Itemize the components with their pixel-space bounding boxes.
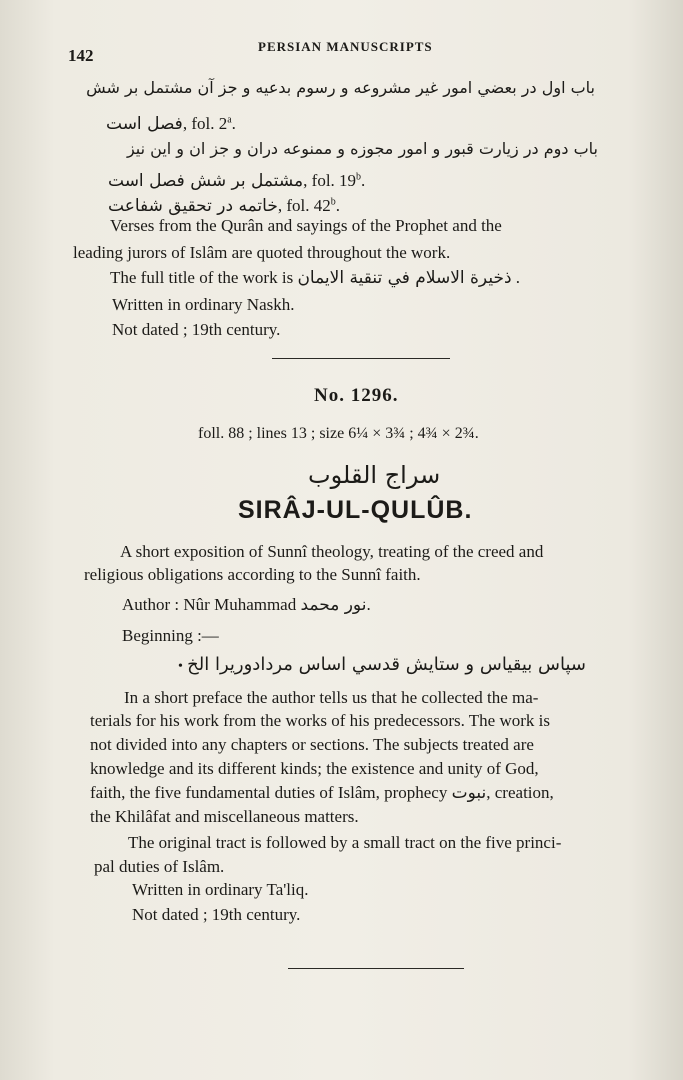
author-prefix: Author : Nûr Muhammad bbox=[122, 595, 297, 614]
chapter-2-folio-sup: b bbox=[356, 171, 362, 183]
paragraph-line-5-b: , creation, bbox=[486, 783, 554, 802]
author-line: Author : Nûr Muhammad نور محمد. bbox=[122, 595, 371, 615]
chapter-2-folio: fol. 19 bbox=[311, 171, 357, 190]
paragraph-line-7: The original tract is followed by a small tract on the five princi- bbox=[128, 833, 562, 852]
bullet-icon: • bbox=[178, 659, 183, 674]
paragraph-line-4: knowledge and its different kinds; the existence and unity of God, bbox=[90, 759, 539, 778]
paragraph-line-6: the Khilâfat and miscellaneous matters. bbox=[90, 807, 359, 826]
page-number: 142 bbox=[68, 46, 94, 65]
verses-line-1: Verses from the Qurân and sayings of the Prophet and the bbox=[110, 216, 502, 235]
description-line-1: A short exposition of Sunnî theology, treating of the creed and bbox=[120, 542, 544, 561]
paragraph-line-5-arabic: نبوت bbox=[451, 783, 487, 803]
chapter-3-arabic: خاتمه در تحقيق شفاعت bbox=[108, 196, 278, 216]
written-line-top: Written in ordinary Naskh. bbox=[112, 295, 295, 314]
chapter-2-line-2: مشتمل بر شش فصل است, fol. 19$^b$. bbox=[108, 171, 366, 191]
verses-line-2: leading jurors of Islâm are quoted throughout the work. bbox=[73, 243, 451, 262]
paragraph-line-3: not divided into any chapters or sections. The subjects treated are bbox=[90, 735, 534, 754]
chapter-3-folio: fol. 42 bbox=[286, 196, 331, 215]
chapter-1-line-2: فصل است, fol. 2$^a$. bbox=[106, 114, 236, 134]
section-divider-top bbox=[272, 358, 450, 359]
description-line-2: religious obligations according to the Sunnî faith. bbox=[84, 565, 421, 584]
author-arabic: نور محمد bbox=[300, 595, 367, 615]
chapter-1-arabic-line-1: باب اول در بعضي امور غير مشروعه و رسوم بدعيه و جز آن مشتمل بر شش bbox=[86, 78, 595, 97]
full-title-line: The full title of the work is ذخيرة الاسلام في تنقية الايمان . bbox=[110, 268, 521, 288]
beginning-label: Beginning :— bbox=[122, 626, 219, 645]
full-title-arabic: ذخيرة الاسلام في تنقية الايمان bbox=[297, 268, 512, 288]
paragraph-line-1: In a short preface the author tells us that he collected the ma- bbox=[124, 688, 539, 707]
written-line-entry: Written in ordinary Ta'liq. bbox=[132, 880, 309, 899]
not-dated-line-top: Not dated ; 19th century. bbox=[112, 320, 281, 339]
beginning-line bbox=[178, 654, 586, 675]
paragraph-line-8: pal duties of Islâm. bbox=[94, 857, 225, 876]
chapter-3-line: خاتمه در تحقيق شفاعت, fol. 42$^b$. bbox=[108, 196, 340, 216]
chapter-2-arabic-line-1: باب دوم در زيارت قبور و امور مجوزه و ممنوعه دران و جز ان و اين نيز bbox=[126, 139, 598, 158]
section-divider-bottom bbox=[288, 968, 464, 969]
chapter-1-folio: fol. 2 bbox=[191, 114, 228, 133]
chapter-1-folio-sup: a bbox=[227, 114, 232, 126]
paragraph-line-5-a: faith, the five fundamental duties of Islâm, prophecy bbox=[90, 783, 448, 802]
not-dated-line-entry: Not dated ; 19th century. bbox=[132, 905, 301, 924]
entry-title-arabic: سراج القلوب bbox=[308, 461, 441, 489]
running-head: PERSIAN MANUSCRIPTS bbox=[258, 39, 433, 54]
entry-physical-description: foll. 88 ; lines 13 ; size 6¼ × 3¾ ; 4¾ × 2¾. bbox=[198, 425, 479, 442]
entry-title-english: SIRÂJ-UL-QULÛB. bbox=[238, 496, 473, 524]
entry-number: No. 1296. bbox=[314, 385, 399, 406]
chapter-1-arabic-line-2: فصل است bbox=[106, 114, 183, 134]
paragraph-line-5 bbox=[90, 783, 554, 803]
paragraph-line-2: terials for his work from the works of his predecessors. The work is bbox=[90, 711, 551, 730]
full-title-prefix: The full title of the work is bbox=[110, 268, 294, 287]
chapter-2-arabic-line-2: مشتمل بر شش فصل است bbox=[108, 171, 304, 191]
chapter-3-folio-sup: b bbox=[330, 196, 336, 208]
beginning-arabic: سپاس بيقياس و ستايش قدسي اساس مردادوريرا الخ bbox=[187, 654, 586, 675]
